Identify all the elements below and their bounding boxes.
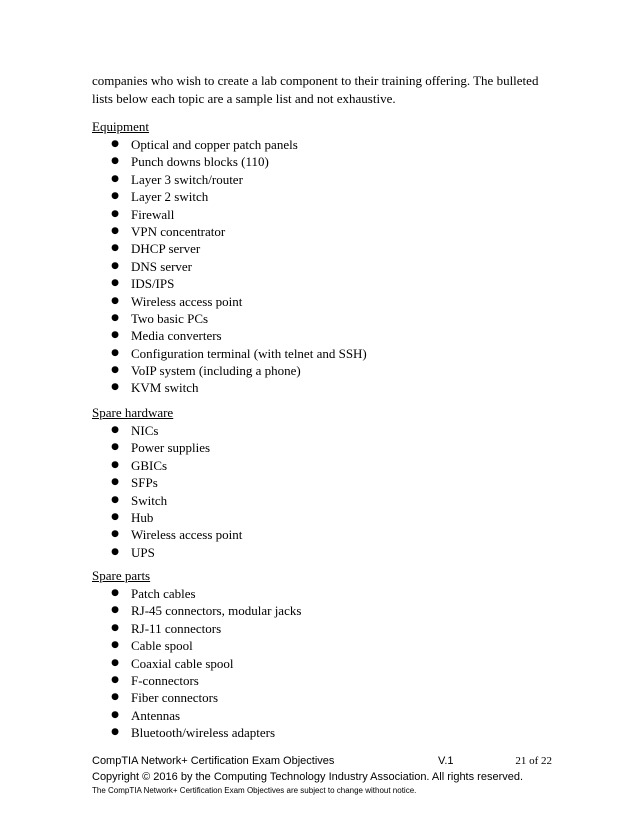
bullet-icon: ● (111, 312, 119, 323)
list-item (92, 689, 301, 706)
list-item-label: Coaxial cable spool (131, 655, 234, 671)
list-item (92, 258, 367, 275)
list-item (92, 637, 301, 654)
bullet-icon: ● (111, 622, 119, 633)
list-item (92, 509, 242, 526)
section-title-spare-hardware: Spare hardware (92, 405, 174, 420)
list-item-label: VoIP system (including a phone) (131, 363, 301, 379)
list-item-label: DNS server (131, 258, 193, 274)
bullet-icon: ● (111, 709, 119, 720)
list-item-label: Fiber connectors (131, 690, 219, 706)
bullet-icon: ● (111, 173, 119, 184)
list-item-label: VPN concentrator (131, 223, 226, 239)
list-item-label: RJ-11 connectors (131, 620, 222, 636)
list-item-label: UPS (131, 544, 155, 560)
bullet-icon: ● (111, 494, 119, 505)
bullet-icon: ● (111, 347, 119, 358)
list-item-label: Two basic PCs (131, 310, 209, 326)
list-item (92, 544, 242, 561)
bullet-icon: ● (111, 640, 119, 651)
list-item (92, 457, 242, 474)
list-item (92, 724, 301, 741)
list-item (92, 362, 367, 379)
list-item (92, 379, 367, 396)
list-item-label: Antennas (131, 707, 181, 723)
list-item (92, 153, 367, 170)
list-item-label: SFPs (131, 475, 158, 491)
list-item-label: KVM switch (131, 380, 199, 396)
bullet-icon: ● (111, 225, 119, 236)
list-item (92, 293, 367, 310)
equipment-list (92, 136, 367, 397)
bullet-icon: ● (111, 546, 119, 557)
bullet-icon: ● (111, 330, 119, 341)
section-spare-parts (92, 567, 301, 742)
list-item (92, 620, 301, 637)
list-item-label: GBICs (131, 457, 168, 473)
bullet-icon: ● (111, 657, 119, 668)
list-item (92, 585, 301, 602)
bullet-icon: ● (111, 260, 119, 271)
bullet-icon: ● (111, 139, 119, 149)
footer-doc-title: CompTIA Network+ Certification Exam Objectives (92, 755, 335, 767)
bullet-icon: ● (111, 156, 119, 167)
list-item-label: Media converters (131, 328, 222, 344)
list-item-label: Cable spool (131, 638, 193, 654)
spare-hardware-list (92, 422, 242, 561)
list-item-label: Power supplies (131, 440, 211, 456)
list-item-label: Hub (131, 509, 154, 525)
list-item-label: RJ-45 connectors, modular jacks (131, 603, 302, 619)
list-item (92, 439, 242, 456)
list-item-label: Wireless access point (131, 527, 243, 543)
bullet-icon: ● (111, 477, 119, 488)
bullet-icon: ● (111, 529, 119, 540)
list-item-label: Wireless access point (131, 293, 243, 309)
list-item-label: Layer 3 switch/router (131, 171, 243, 187)
list-item (92, 602, 301, 619)
bullet-icon: ● (111, 278, 119, 289)
bullet-icon: ● (111, 425, 119, 435)
list-item-label: Patch cables (131, 586, 196, 601)
footer-line-title (92, 753, 552, 769)
spare-parts-list (92, 585, 301, 742)
list-item (92, 240, 367, 257)
bullet-icon: ● (111, 243, 119, 254)
list-item (92, 474, 242, 491)
bullet-icon: ● (111, 382, 119, 393)
bullet-icon: ● (111, 295, 119, 306)
section-title-equipment: Equipment (92, 119, 150, 134)
list-item (92, 707, 301, 724)
footer-notice: The CompTIA Network+ Certification Exam Objectives are subject to change without notice. (92, 786, 417, 795)
list-item (92, 526, 242, 543)
list-item (92, 206, 367, 223)
bullet-icon: ● (111, 191, 119, 202)
bullet-icon: ● (111, 459, 119, 470)
bullet-icon: ● (111, 442, 119, 453)
list-item (92, 345, 367, 362)
list-item-label: Switch (131, 492, 168, 508)
footer-version: V.1 (438, 755, 454, 767)
list-item-label: Layer 2 switch (131, 189, 209, 205)
footer-page-number: 21 of 22 (515, 755, 552, 767)
list-item-label: Configuration terminal (with telnet and SSH) (131, 345, 367, 361)
list-item-label: Optical and copper patch panels (131, 137, 298, 152)
list-item-label: IDS/IPS (131, 276, 175, 292)
intro-paragraph: companies who wish to create a lab component to their training offering. The bulleted lists below each topic are a sample list and not exhaustive. (92, 73, 539, 106)
bullet-icon: ● (111, 727, 119, 738)
list-item (92, 655, 301, 672)
list-item (92, 275, 367, 292)
list-item (92, 223, 367, 240)
list-item (92, 188, 367, 205)
list-item (92, 136, 367, 153)
list-item-label: F-connectors (131, 672, 199, 688)
list-item (92, 327, 367, 344)
list-item-label: Bluetooth/wireless adapters (131, 725, 276, 741)
bullet-icon: ● (111, 692, 119, 703)
list-item (92, 492, 242, 509)
list-item-label: DHCP server (131, 241, 201, 257)
section-spare-hardware (92, 404, 242, 561)
list-item-label: Punch downs blocks (110) (131, 154, 269, 170)
bullet-icon: ● (111, 674, 119, 685)
section-title-spare-parts: Spare parts (92, 568, 151, 583)
list-item-label: NICs (131, 423, 159, 438)
list-item (92, 422, 242, 439)
list-item (92, 310, 367, 327)
list-item (92, 672, 301, 689)
bullet-icon: ● (111, 365, 119, 376)
bullet-icon: ● (111, 605, 119, 616)
bullet-icon: ● (111, 511, 119, 522)
footer-copyright: Copyright © 2016 by the Computing Technology Industry Association. All rights reserved. (92, 771, 524, 783)
bullet-icon: ● (111, 588, 119, 598)
section-equipment (92, 118, 367, 397)
list-item (92, 171, 367, 188)
list-item-label: Firewall (131, 206, 175, 222)
bullet-icon: ● (111, 208, 119, 219)
